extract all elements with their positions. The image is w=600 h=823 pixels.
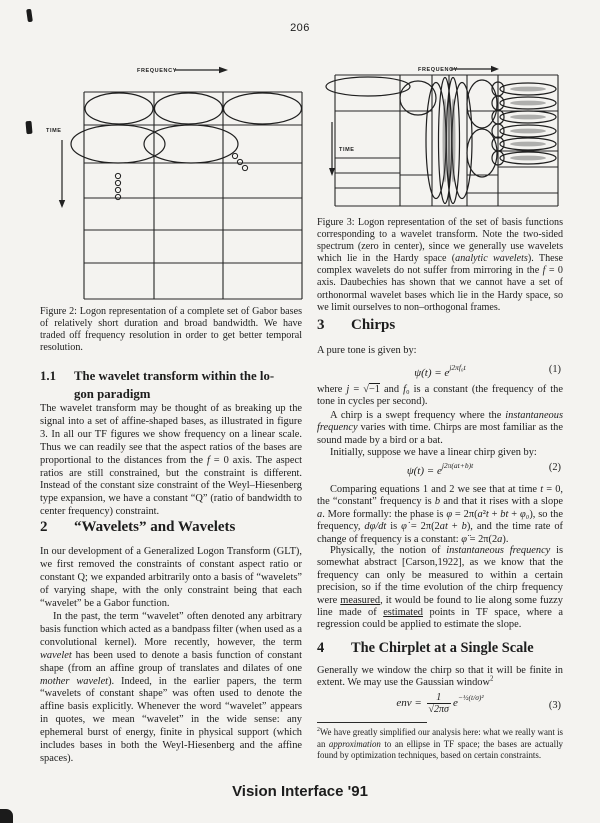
equation-1-body: $\psi(t) = e^{j2\pi f_0t}$ — [414, 363, 466, 379]
scan-artifact-mid-left — [25, 121, 32, 134]
figure-3-image — [323, 56, 568, 212]
paragraph-pure-tone: A pure tone is given by: — [317, 345, 417, 356]
equation-3-number: (3) — [548, 700, 561, 711]
section-title: The Chirplet at a Single Scale — [351, 640, 534, 656]
section-title: The wavelet transform within the lo- gon paradigm — [74, 369, 275, 401]
footnote: $^2$We have greatly simplified our analysis here: what we really want is an approximation to an ellipse in TF space; the bases are actually found by optimization techniques, based on certain constraints. — [317, 727, 563, 761]
paragraph-comparing: Comparing equations 1 and 2 we see that at time t = 0, the “constant” frequency is b and that it rises with a slope a. More formally: the phase is φ = 2π(a²t + bt + φ₀), so the frequency, dφ/dt is φ̇ = 2π(2at + b), and the time rate of change of frequency is a constant: φ̈ = 2π(2a). — [317, 484, 564, 545]
equation-2-number: (2) — [548, 462, 561, 473]
page-footer: Vision Interface '91 — [232, 783, 368, 800]
figure-2-caption: Figure 2: Logon representation of a complete set of Gabor bases of relatively short duration and broad bandwidth. We have traded off frequency resolution in order to get better temporal resolution. — [40, 306, 302, 354]
paragraph-initially: Initially, suppose we have a linear chirp given by: — [330, 447, 537, 458]
section-title: “Wavelets” and Wavelets — [74, 519, 236, 535]
equation-2 — [317, 462, 563, 477]
page-number: 206 — [290, 22, 310, 34]
equation-3-body: env = $\frac{1}{√2\pi\sigma}$ $e^{-\frac{1}{2}(t/\sigma)^2}$ — [396, 692, 484, 715]
section-heading-3 — [317, 317, 563, 334]
paragraph-in-the-past: In the past, the term “wavelet” often denoted any arbitrary basis function which acted as a bandpass filter (when used as a convolutional kernel). More recently, however, the term wavelet has been used to denote a basis function of constant shape (from an affine group of translates and dilates of one mother wavelet). Indeed, in the earlier papers, the term “wavelets of constant shape” was often used to denote the affine basis explicitly. Whenever the word “wavelet” appears in quotes, we mean “wavelet” in the wide sense: any ephemeral burst of energy, finite in physical support (which includes bases in both the Weyl-Hiesenberg and the affine spaces). — [40, 611, 302, 764]
figure-3-frequency-arrow — [451, 66, 499, 72]
section-heading-1-1 — [40, 368, 302, 403]
section-number: 2 — [40, 519, 48, 535]
figure-3-frequency-label: FREQUENCY — [418, 67, 458, 73]
figure-2-time-label: TIME — [46, 128, 62, 134]
section-number: 1.1 — [40, 369, 56, 383]
section-title: Chirps — [351, 317, 396, 333]
paragraph-chirp: A chirp is a swept frequency where the instantaneous frequency varies with time. Chirps are most familiar as the sound made by a bird or a bat. — [317, 410, 563, 446]
section-heading-4 — [317, 640, 567, 657]
section-number: 4 — [317, 640, 325, 656]
paragraph-wavelet-transform: The wavelet transform may be thought of as breaking up the signal into a set of affine-shaped bases, as illustrated in figure 3. In all our TF figures we show frequency on a linear scale. Thus we can readily see that the aspect ratios of the bases are proportional to the distances from the f = 0 axis. The aspect ratios are still constrained, but the constraint is different. Instead of the constant size constraint of the Weyl–Hiesenberg type expansion, we have a constant “Q” (ratio of bandwidth to center frequency) constraint. — [40, 403, 302, 518]
paragraph-glt: In our development of a Generalized Logon Transform (GLT), we first removed the constraints of constant aspect ratio or constant Q; we expanded arbitrarily onto a basis of “wavelets” of varying shape, with the only constraint being that each “wavelet” be a Gabor function. — [40, 546, 302, 609]
equation-2-body: $\psi(t) = e^{j2\pi(at+b)t}$ — [406, 461, 474, 477]
figure-3-time-label: TIME — [339, 147, 355, 153]
figure-2-grid — [84, 92, 302, 299]
paragraph-where: where j = √−1 and f₀ is a constant (the frequency of the tone in cycles per second). — [317, 384, 563, 408]
scan-artifact-top-left — [26, 9, 33, 23]
figure-2-time-arrow — [59, 140, 65, 208]
equation-3 — [317, 692, 563, 715]
figure-2-image — [34, 56, 306, 306]
figure-2-frequency-label: FREQUENCY — [137, 68, 177, 74]
figure-2-logon-ellipses — [71, 93, 302, 163]
section-number: 3 — [317, 317, 325, 333]
fraction: $\frac{1}{√2\pi\sigma}$ — [428, 692, 449, 715]
figure-3-time-arrow — [329, 122, 335, 176]
scan-artifact-bottom-left — [0, 809, 13, 823]
section-heading-2 — [40, 519, 302, 536]
paragraph-physically: Physically, the notion of instantaneous frequency is somewhat abstract [Carson,1922], as we know that the frequency can only be measured to within a certain precision, so if the time evolution of the chirp frequency were measured, it would be found to lie along some fuzzy line made of estimated points in TF space, where a regression could be applied to estimate the slope. — [317, 545, 563, 631]
figure-3-wavelet-ellipses — [326, 77, 556, 204]
paragraph-window: Generally we window the chirp so that it will be finite in extent. We may use the Gaussian window$^2$ — [317, 665, 563, 689]
figure-2-continuation-dots — [115, 153, 247, 199]
equation-1 — [317, 364, 563, 379]
figure-2-frequency-arrow — [175, 67, 228, 73]
footnote-divider — [317, 722, 427, 723]
equation-1-number: (1) — [548, 364, 561, 375]
figure-3-caption: Figure 3: Logon representation of the set of basis functions corresponding to a wavelet transform. Note the two-sided spectrum (zero in center), since we generally use wavelets which lie in the Hardy space (analytic wavelets). These complex wavelets do not suffer from mirroring in the f = 0 axis. Daubechies has shown that we cannot have a set of orthonormal wavelet bases which lie in the Hardy space, so we limit ourselves to non–orthogonal frames. — [317, 217, 564, 313]
